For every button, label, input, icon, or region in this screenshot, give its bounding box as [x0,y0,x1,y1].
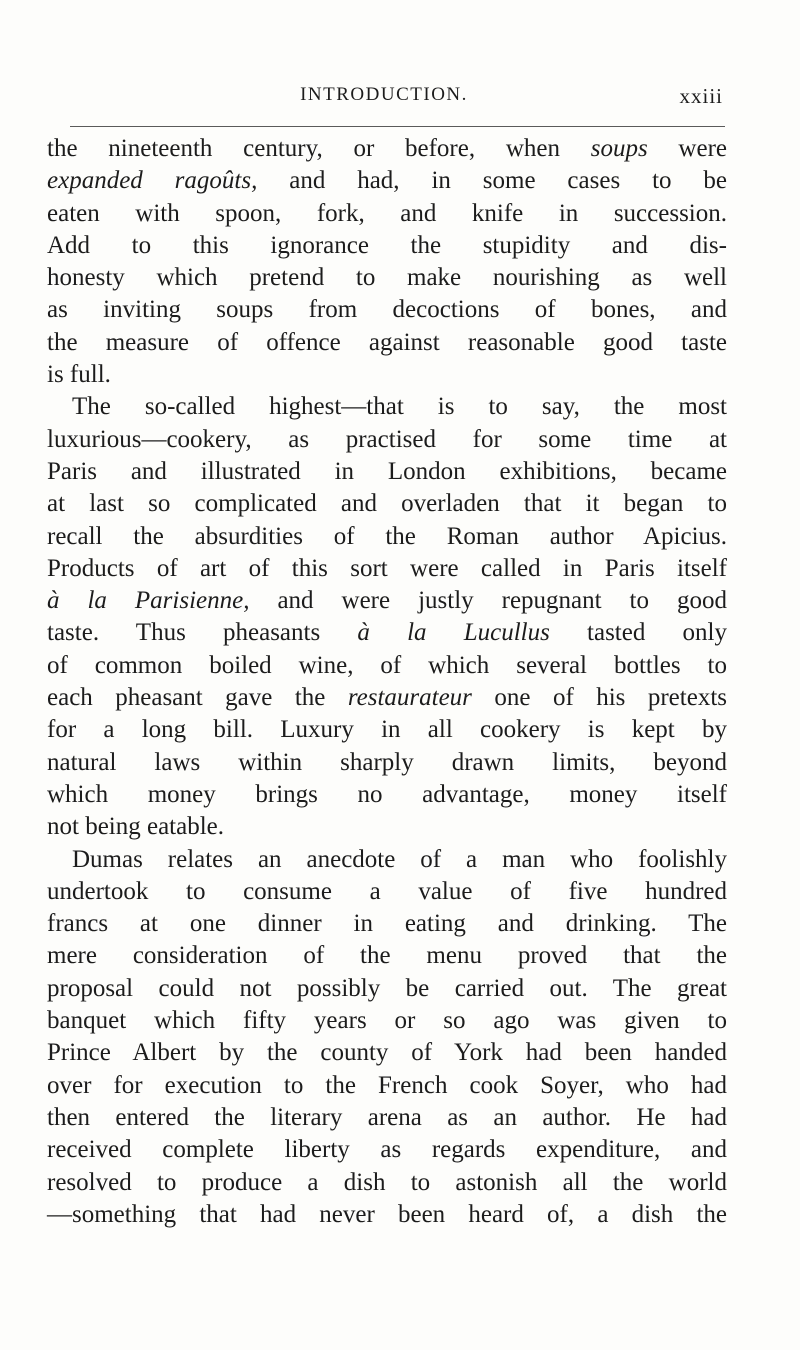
text-line [47,1070,727,1102]
text-line [47,553,727,585]
text-segment: of common boiled wine, of which several bottles to [47,651,727,679]
text-segment: natural laws within sharply drawn limits, beyond [47,748,727,776]
text-segment: resolved to produce a dish to astonish all the world [47,1168,727,1196]
text-line [47,230,727,262]
paragraph [47,844,727,1232]
text-segment: over for execution to the French cook Soyer, who had [47,1071,727,1099]
text-line [47,682,727,714]
text-segment: is full. [47,361,111,389]
text-line [47,714,727,746]
text-line [47,488,727,520]
text-line [47,1134,727,1166]
italic-text: restaurateur [347,684,472,712]
text-segment: honesty which pretend to make nourishing as well [47,264,727,292]
text-line [47,1005,727,1037]
text-line [47,133,727,165]
text-segment: and had, in some cases to be [257,167,727,195]
text-segment: the measure of offence against reasonable good taste [47,328,727,356]
text-segment: at last so complicated and overladen that it began to [47,490,727,518]
text-line [47,262,727,294]
text-segment: francs at one dinner in eating and drinking. The [47,910,727,938]
paragraph [47,133,727,391]
text-line [47,779,727,811]
text-segment: and were justly repugnant to good [249,587,727,615]
text-line [47,1037,727,1069]
text-line [47,1199,727,1231]
text-segment: Paris and illustrated in London exhibitions, became [47,457,727,485]
text-segment: each pheasant gave the [47,684,348,712]
text-segment: Dumas relates an anecdote of a man who foolishly [72,845,727,873]
text-line [47,1167,727,1199]
text-segment: recall the absurdities of the Roman author Apicius. [47,522,727,550]
text-line [47,940,727,972]
body-text [47,133,727,1231]
header-rule [70,126,725,127]
text-line [47,327,727,359]
text-segment: Prince Albert by the county of York had been handed [47,1039,727,1067]
text-line [47,521,727,553]
text-line [47,391,727,423]
text-line [47,973,727,1005]
text-segment: received complete liberty as regards expenditure, and [47,1136,727,1164]
text-segment: mere consideration of the menu proved that the [47,942,727,970]
text-line [47,165,727,197]
italic-text: à la Lucullus [357,619,550,647]
running-title: INTRODUCTION. [300,84,468,105]
page-number: xxiii [679,84,723,108]
text-line [47,456,727,488]
text-line [47,811,727,843]
text-line [47,424,727,456]
italic-text: à la Parisienne, [47,587,250,615]
text-segment: were [647,135,728,162]
text-segment: proposal could not possibly be carried out. The great [47,974,727,1002]
text-line [47,747,727,779]
text-segment: then entered the literary arena as an author. He had [47,1103,727,1131]
italic-text: soups [590,135,648,162]
running-head [45,84,723,110]
text-segment: taste. Thus pheasants [47,619,358,647]
text-line [47,844,727,876]
text-segment: one of his pretexts [471,684,727,712]
text-segment: undertook to consume a value of five hundred [47,877,727,905]
text-segment: not being eatable. [47,813,225,841]
text-line [47,198,727,230]
text-segment: which money brings no advantage, money itself [47,780,727,808]
paragraph [47,391,727,843]
text-segment: —something that had never been heard of, a dish the [47,1200,727,1228]
text-line [47,294,727,326]
text-line [47,585,727,617]
italic-text: expanded ragoûts, [47,167,258,195]
text-segment: eaten with spoon, fork, and knife in succession. [47,199,727,227]
text-line [47,908,727,940]
text-segment: The so-called highest—that is to say, the most [72,393,727,421]
text-segment: for a long bill. Luxury in all cookery is kept by [47,716,727,744]
text-line [47,876,727,908]
text-segment: luxurious—cookery, as practised for some time at [47,425,727,453]
text-segment: Add to this ignorance the stupidity and dis- [47,231,727,259]
text-line [47,617,727,649]
text-line [47,359,727,391]
text-line [47,650,727,682]
text-segment: banquet which fifty years or so ago was given to [47,1007,727,1035]
text-line [47,1102,727,1134]
text-segment: tasted only [549,619,727,647]
text-segment: the nineteenth century, or before, when [47,135,591,162]
text-segment: Products of art of this sort were called in Paris itself [47,554,727,582]
text-segment: as inviting soups from decoctions of bones, and [47,296,727,324]
